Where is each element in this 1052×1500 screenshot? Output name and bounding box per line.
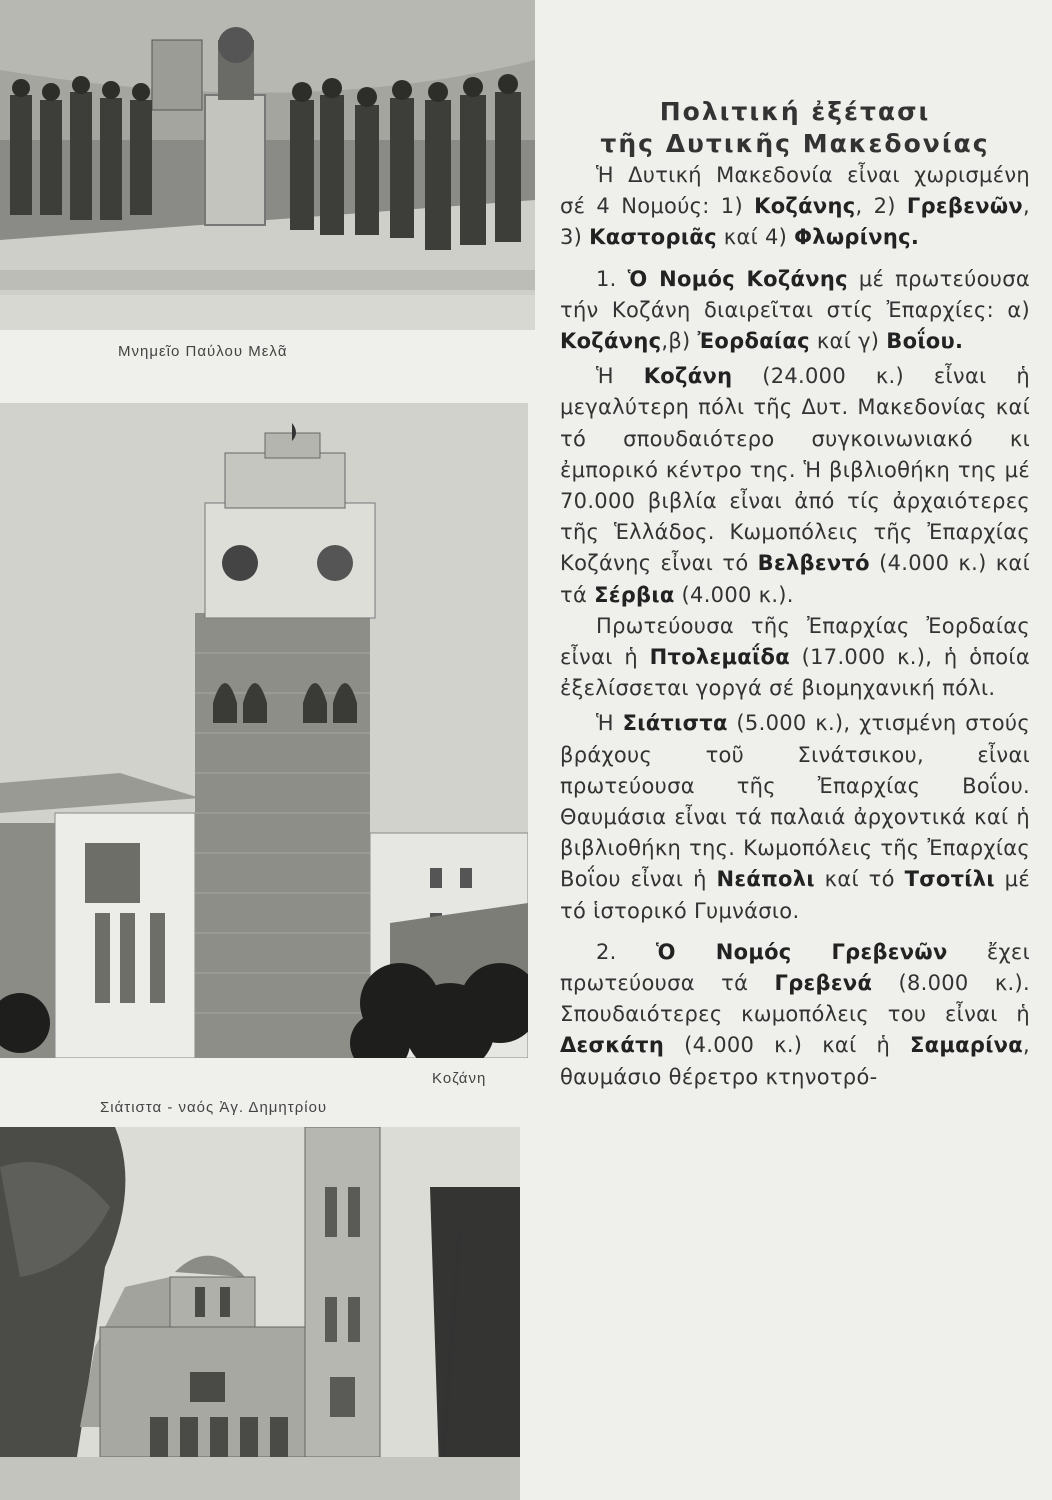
- photo-kozani-image: [0, 403, 528, 1058]
- caption-kozani: Κοζάνη: [432, 1070, 487, 1087]
- caption-siatista-church: Σιάτιστα - ναός Ἀγ. Δημητρίου: [100, 1099, 328, 1116]
- photo-siatista-image: [0, 1127, 520, 1500]
- photo-mela-monument-image: [0, 0, 535, 330]
- article-column: [560, 96, 1030, 1093]
- title-line-1: Πολιτική ἐξέτασι: [659, 97, 931, 126]
- photo-kozani-clock-tower: [0, 403, 528, 1058]
- paragraph-kozani: Ἡ Κοζάνη (24.000 κ.) εἶναι ἡ μεγαλύτερη πόλι τῆς Δυτ. Μακεδονίας καί τό σπουδαιότερο συγκοινωνιακό κι ἐμπορικό κέντρο της. Ἡ βιβλιοθήκη της μέ 70.000 βιβλία εἶναι ἀπό τίς ἀρχαιότερες τῆς Ἑλλάδος. Κωμοπόλεις τῆς Ἐπαρχίας Κοζάνης εἶναι τό Βελβεντό (4.000 κ.) καί τά Σέρβια (4.000 κ.).: [560, 364, 1030, 607]
- paragraph-nomos-grevenon: 2. Ὁ Νομός Γρεβενῶν ἔχει πρωτεύουσα τά Γρεβενά (8.000 κ.). Σπουδαιότερες κωμοπόλεις του εἶναι ἡ Δεσκάτη (4.000 κ.) καί ἡ Σαμαρίνα, θαυμάσιο θέρετρο κτηνοτρό-: [560, 939, 1030, 1089]
- photo-mela-monument: [0, 0, 535, 330]
- paragraph-nomoi: Ἡ Δυτική Μακεδονία εἶναι χωρισμένη σέ 4 Νομούς: 1) Κοζάνης, 2) Γρεβενῶν, 3) Καστοριᾶς καί 4) Φλωρίνης.: [560, 163, 1030, 250]
- article-title: [560, 96, 1030, 160]
- title-line-2: τῆς Δυτικῆς Μακεδονίας: [600, 129, 990, 158]
- caption-mela-monument: Μνημεῖο Παύλου Μελᾶ: [118, 343, 288, 360]
- paragraph-nomos-kozanis: 1. Ὁ Νομός Κοζάνης μέ πρωτεύουσα τήν Κοζάνη διαιρεῖται στίς Ἐπαρχίες: α) Κοζάνης,β) Ἐορδαίας καί γ) Βοΐου.: [560, 266, 1030, 354]
- photo-siatista-church: [0, 1127, 520, 1500]
- paragraph-siatista: Ἡ Σιάτιστα (5.000 κ.), χτισμένη στούς βράχους τοῦ Σινάτσικου, εἶναι πρωτεύουσα τῆς Ἐπαρχίας Βοΐου. Θαυμάσια εἶναι τά παλαιά ἀρχοντικά καί ἡ βιβλιοθήκη της. Κωμοπόλεις τῆς Ἐπαρχίας Βοΐου εἶναι ἡ Νεάπολι καί τό Τσοτίλι μέ τό ἱστορικό Γυμνάσιο.: [560, 711, 1030, 923]
- paragraph-ptolemaida: Πρωτεύουσα τῆς Ἐπαρχίας Ἐορδαίας εἶναι ἡ Πτολεμαΐδα (17.000 κ.), ἡ ὁποία ἐξελίσσεται γοργά σέ βιομηχανική πόλι.: [560, 613, 1030, 701]
